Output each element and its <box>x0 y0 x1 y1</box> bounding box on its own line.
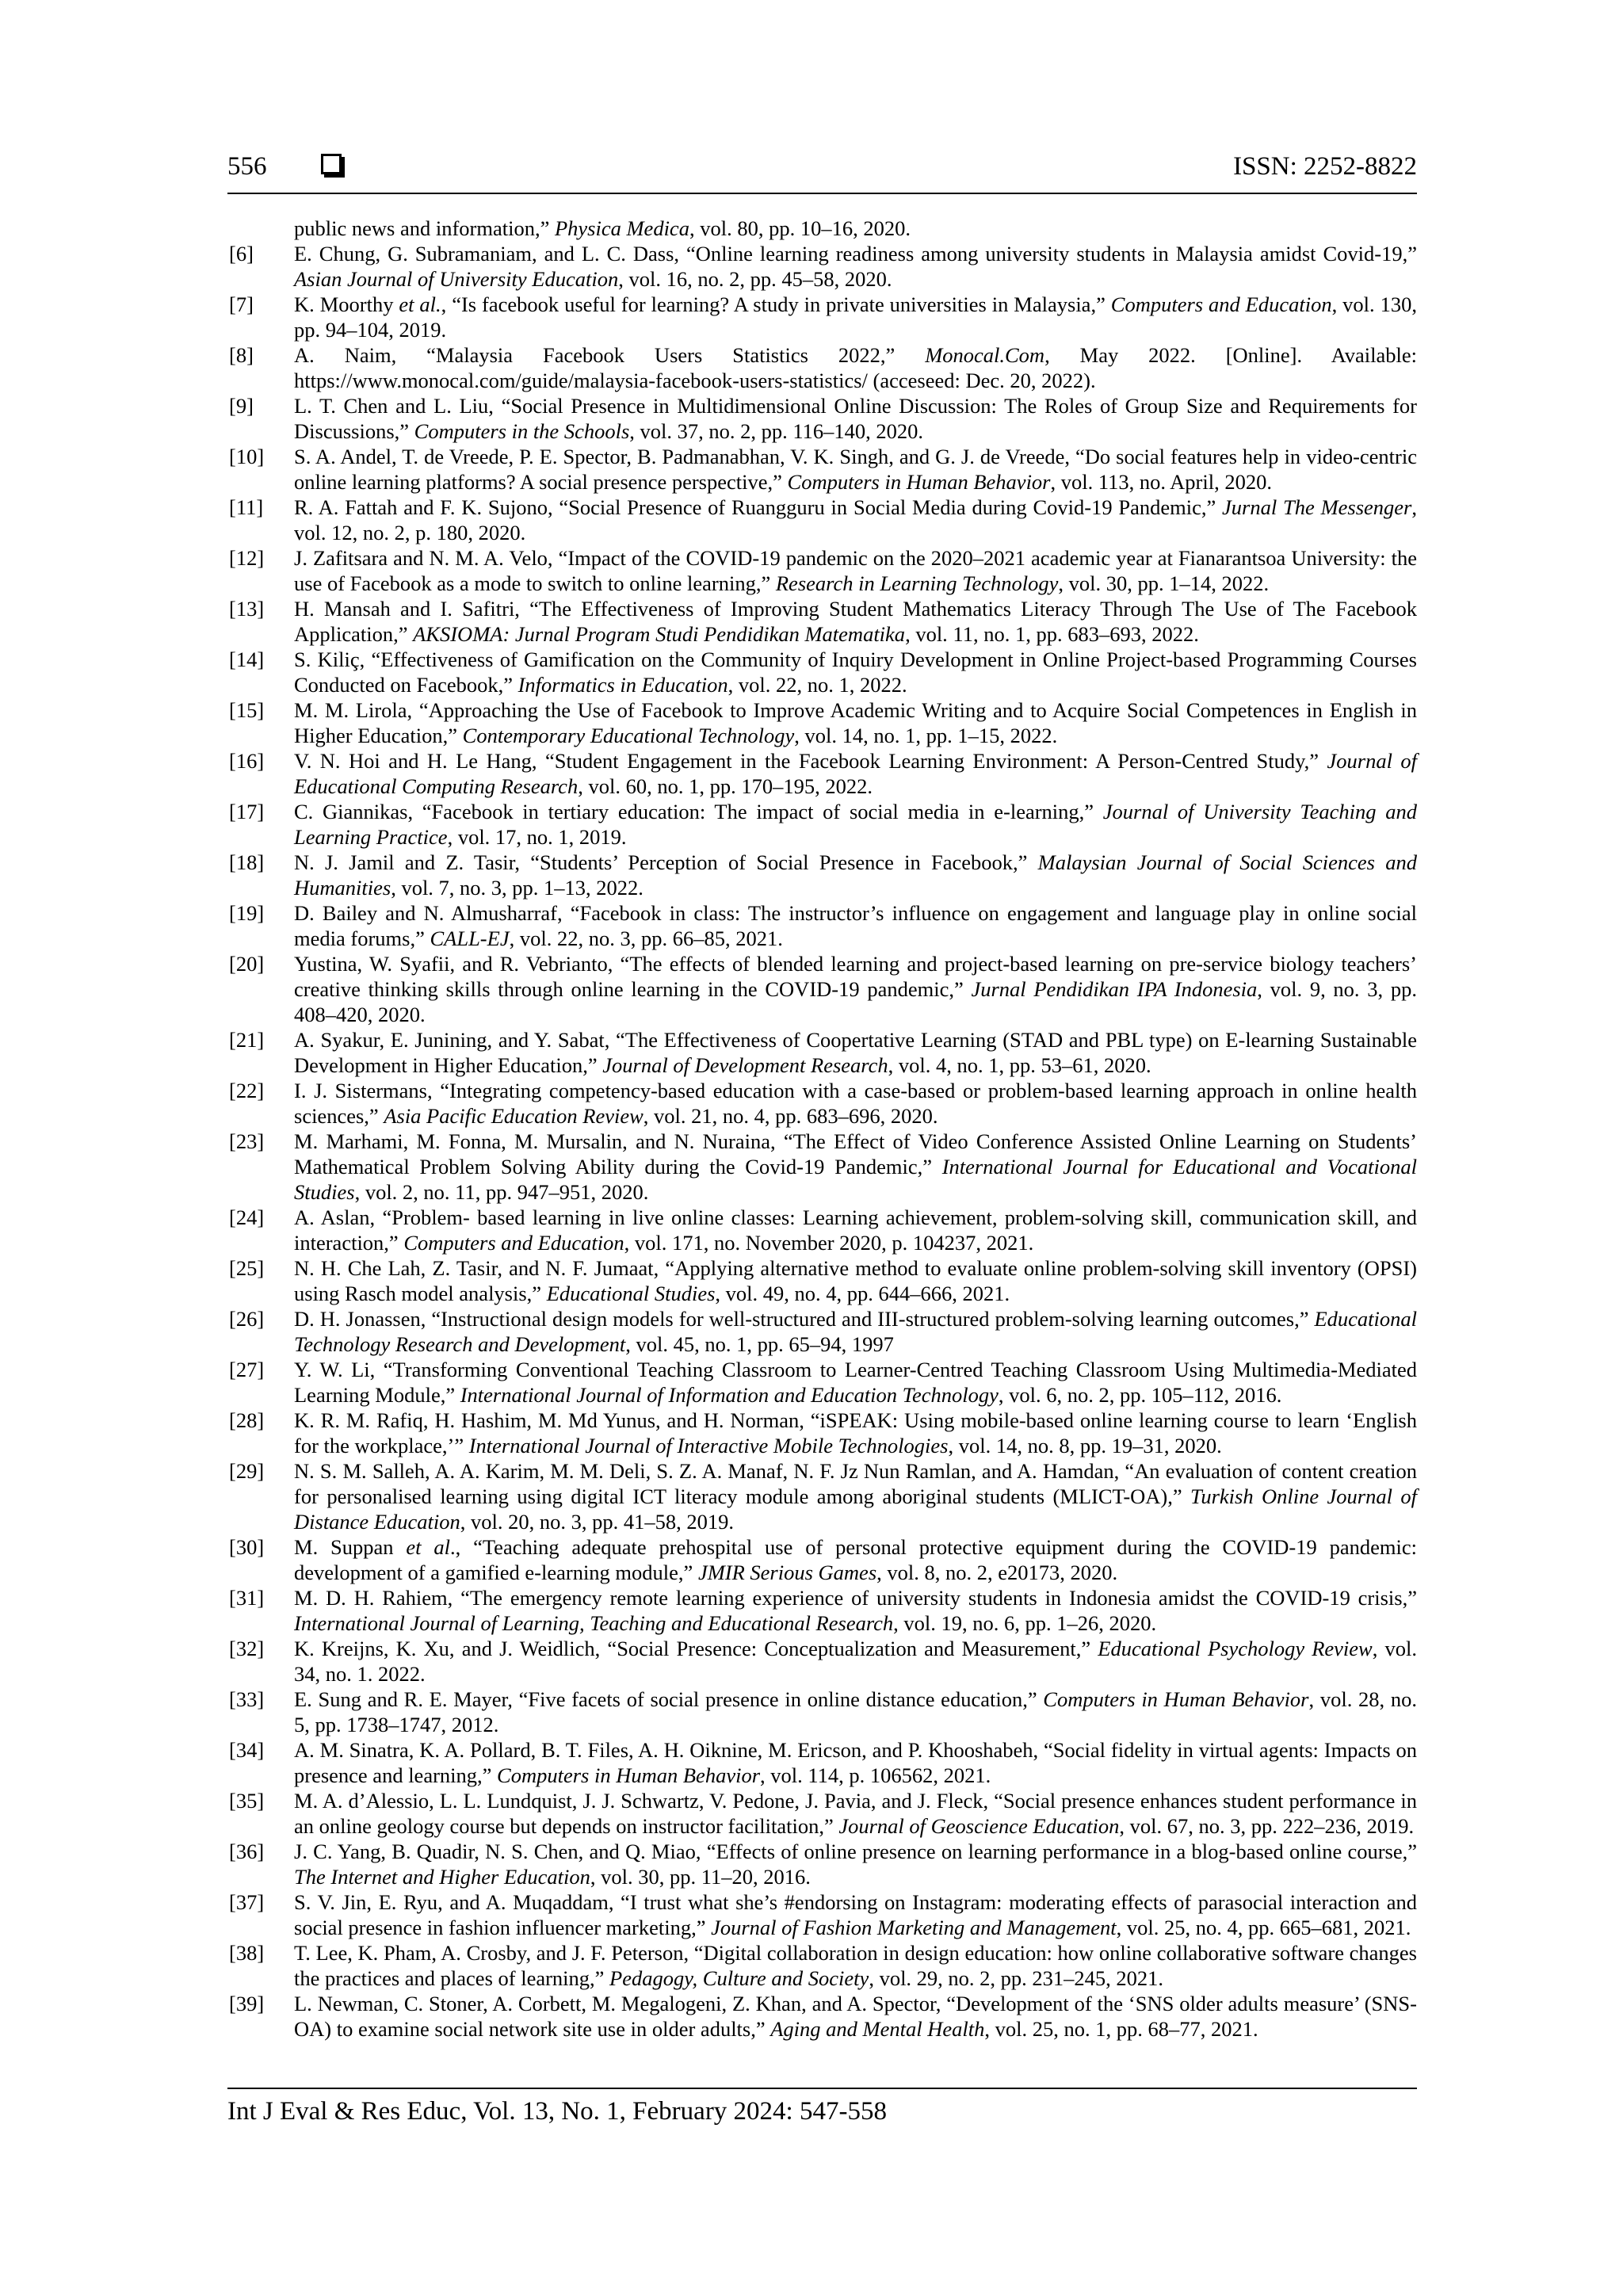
reference-number: [16] <box>229 749 265 773</box>
reference-text: V. N. Hoi and H. Le Hang, “Student Engagement in the Facebook Learning Environment: A Person-Centred Study,” Journal of Educational Computing Research, vol. 60, no. 1, pp. 170–195, 2022. <box>294 749 1417 798</box>
reference-text: K. R. M. Rafiq, H. Hashim, M. Md Yunus, and H. Norman, “iSPEAK: Using mobile-based online learning course to learn ‘English for the workplace,’” International Journal of Interactive Mobile Technologies, vol. 14, no. 8, pp. 19–31, 2020. <box>294 1408 1417 1457</box>
reference-text: D. H. Jonassen, “Instructional design models for well-structured and III-structured problem-solving learning outcomes,” Educational Technology Research and Development, vol. 45, no. 1, pp. 65–94, 1997 <box>294 1307 1417 1356</box>
issn-label: ISSN: 2252-8822 <box>1233 152 1417 181</box>
reference-item <box>227 241 1417 292</box>
reference-number: [32] <box>229 1637 265 1660</box>
reference-text: S. V. Jin, E. Ryu, and A. Muqaddam, “I trust what she’s #endorsing on Instagram: moderating effects of parasocial interaction and social presence in fashion influencer marketing,” Journal of Fashion Marketing and Management, vol. 25, no. 4, pp. 665–681, 2021. <box>294 1890 1417 1939</box>
reference-item <box>227 1737 1417 1788</box>
reference-item <box>227 951 1417 1027</box>
reference-number: [39] <box>229 1992 265 2015</box>
square-bullet-icon <box>321 154 342 174</box>
reference-number: [18] <box>229 850 265 874</box>
reference-item <box>227 1408 1417 1458</box>
reference-number: [12] <box>229 546 265 570</box>
reference-text: H. Mansah and I. Safitri, “The Effectiveness of Improving Student Mathematics Literacy Through The Use of The Facebook Application,” AKSIOMA: Jurnal Program Studi Pendidikan Matematika, vol. 11, no. 1, pp. 683–693, 2022. <box>294 597 1417 646</box>
reference-number: [29] <box>229 1459 265 1483</box>
reference-text: A. Naim, “Malaysia Facebook Users Statistics 2022,” Monocal.Com, May 2022. [Online]. Available: https://www.monocal.com/guide/malaysia-facebook-users-statistics/ (acceseed: Dec. 20, 2022). <box>294 343 1417 392</box>
reference-number: [7] <box>229 292 254 316</box>
page-header <box>227 152 1417 192</box>
reference-text: A. Syakur, E. Junining, and Y. Sabat, “The Effectiveness of Coopertative Learning (STAD and PBL type) on E-learning Sustainable Development in Higher Education,” Journal of Development Research, vol. 4, no. 1, pp. 53–61, 2020. <box>294 1028 1417 1077</box>
reference-text: M. Marhami, M. Fonna, M. Mursalin, and N. Nuraina, “The Effect of Video Conference Assisted Online Learning on Students’ Mathematical Problem Solving Ability during the Covid-19 Pandemic,” International Journal for Educational and Vocational Studies, vol. 2, no. 11, pp. 947–951, 2020. <box>294 1129 1417 1204</box>
footer-divider <box>227 2088 1417 2089</box>
reference-item <box>227 1205 1417 1255</box>
reference-text: D. Bailey and N. Almusharraf, “Facebook in class: The instructor’s influence on engagement and language play in online social media forums,” CALL-EJ, vol. 22, no. 3, pp. 66–85, 2021. <box>294 901 1417 950</box>
reference-number: [31] <box>229 1586 265 1610</box>
reference-number: [30] <box>229 1535 265 1559</box>
reference-number: [15] <box>229 698 265 722</box>
reference-item <box>227 850 1417 900</box>
reference-text: M. Suppan et al., “Teaching adequate prehospital use of personal protective equipment during the COVID-19 pandemic: development of a gamified e-learning module,” JMIR Serious Games, vol. 8, no. 2, e20173, 2020. <box>294 1535 1417 1584</box>
reference-item <box>227 545 1417 596</box>
reference-item <box>227 1839 1417 1889</box>
reference-item <box>227 596 1417 647</box>
reference-number: [19] <box>229 901 265 925</box>
reference-item <box>227 647 1417 697</box>
reference-text: I. J. Sistermans, “Integrating competency-based education with a case-based or problem-based learning approach in online health sciences,” Asia Pacific Education Review, vol. 21, no. 4, pp. 683–696, 2020. <box>294 1079 1417 1128</box>
reference-number: [35] <box>229 1789 265 1813</box>
reference-item <box>227 1129 1417 1205</box>
reference-number: [28] <box>229 1408 265 1432</box>
reference-text: A. M. Sinatra, K. A. Pollard, B. T. Files, A. H. Oiknine, M. Ericson, and P. Khooshabeh, “Social fidelity in virtual agents: Impacts on presence and learning,” Computers in Human Behavior, vol. 114, p. 106562, 2021. <box>294 1738 1417 1787</box>
reference-number: [25] <box>229 1256 265 1280</box>
reference-text: N. J. Jamil and Z. Tasir, “Students’ Perception of Social Presence in Facebook,” Malaysian Journal of Social Sciences and Humanities, vol. 7, no. 3, pp. 1–13, 2022. <box>294 850 1417 900</box>
reference-text: K. Kreijns, K. Xu, and J. Weidlich, “Social Presence: Conceptualization and Measurement,” Educational Psychology Review, vol. 34, no. 1. 2022. <box>294 1637 1417 1686</box>
reference-item <box>227 393 1417 444</box>
reference-text: S. Kiliç, “Effectiveness of Gamification on the Community of Inquiry Development in Online Project-based Programming Courses Conducted on Facebook,” Informatics in Education, vol. 22, no. 1, 2022. <box>294 648 1417 697</box>
reference-number: [23] <box>229 1129 265 1153</box>
header-divider <box>227 193 1417 194</box>
reference-text: E. Sung and R. E. Mayer, “Five facets of social presence in online distance education,” Computers in Human Behavior, vol. 28, no. 5, pp. 1738–1747, 2012. <box>294 1687 1417 1736</box>
page-number: 556 <box>227 152 267 181</box>
reference-number: [21] <box>229 1028 265 1052</box>
reference-number: [10] <box>229 445 265 468</box>
reference-number: [13] <box>229 597 265 621</box>
reference-text: R. A. Fattah and F. K. Sujono, “Social Presence of Ruangguru in Social Media during Covid-19 Pandemic,” Jurnal The Messenger, vol. 12, no. 2, p. 180, 2020. <box>294 495 1417 544</box>
reference-number: [27] <box>229 1358 265 1381</box>
reference-item <box>227 444 1417 495</box>
reference-item <box>227 1687 1417 1737</box>
reference-number: [14] <box>229 648 265 671</box>
reference-number: [6] <box>229 242 254 266</box>
reference-number: [34] <box>229 1738 265 1762</box>
reference-text: K. Moorthy et al., “Is facebook useful for learning? A study in private universities in Malaysia,” Computers and Education, vol. 130, pp. 94–104, 2019. <box>294 292 1417 342</box>
reference-item <box>227 697 1417 748</box>
reference-item <box>227 1078 1417 1129</box>
reference-item <box>227 1306 1417 1357</box>
reference-item <box>227 1357 1417 1408</box>
reference-list <box>227 216 1417 2042</box>
reference-text: T. Lee, K. Pham, A. Crosby, and J. F. Peterson, “Digital collaboration in design education: how online collaborative software changes the practices and places of learning,” Pedagogy, Culture and Society, vol. 29, no. 2, pp. 231–245, 2021. <box>294 1941 1417 1990</box>
reference-text: L. Newman, C. Stoner, A. Corbett, M. Megalogeni, Z. Khan, and A. Spector, “Development of the ‘SNS older adults measure’ (SNS-OA) to examine social network site use in older adults,” Aging and Mental Health, vol. 25, no. 1, pp. 68–77, 2021. <box>294 1992 1417 2041</box>
reference-number: [9] <box>229 394 254 418</box>
reference-item <box>227 495 1417 545</box>
reference-text: S. A. Andel, T. de Vreede, P. E. Spector, B. Padmanabhan, V. K. Singh, and G. J. de Vreede, “Do social features help in video-centric online learning platforms? A social presence perspective,” Computers in Human Behavior, vol. 113, no. April, 2020. <box>294 445 1417 494</box>
reference-item <box>227 1636 1417 1687</box>
reference-number: [38] <box>229 1941 265 1965</box>
reference-number: [17] <box>229 800 265 823</box>
reference-item <box>227 1991 1417 2042</box>
reference-number: [22] <box>229 1079 265 1102</box>
reference-item <box>227 1940 1417 1991</box>
reference-text: N. S. M. Salleh, A. A. Karim, M. M. Deli, S. Z. A. Manaf, N. F. Jz Nun Ramlan, and A. Hamdan, “An evaluation of content creation for personalised learning using digital ICT literacy module among aboriginal students (MLICT-OA),” Turkish Online Journal of Distance Education, vol. 20, no. 3, pp. 41–58, 2019. <box>294 1459 1418 1534</box>
reference-item <box>227 900 1417 951</box>
reference-item <box>227 1458 1417 1534</box>
reference-item <box>227 1027 1417 1078</box>
reference-text: L. T. Chen and L. Liu, “Social Presence in Multidimensional Online Discussion: The Roles of Group Size and Requirements for Discussions,” Computers in the Schools, vol. 37, no. 2, pp. 116–140, 2020. <box>294 394 1417 443</box>
reference-item <box>227 1889 1417 1940</box>
reference-text: J. Zafitsara and N. M. A. Velo, “Impact of the COVID-19 pandemic on the 2020–2021 academic year at Fianarantsoa University: the use of Facebook as a mode to switch to online learning,” Research in Learning Technology, vol. 30, pp. 1–14, 2022. <box>294 546 1417 595</box>
reference-number: [26] <box>229 1307 265 1331</box>
reference-item <box>227 342 1417 393</box>
reference-item <box>227 748 1417 799</box>
reference-item <box>227 1585 1417 1636</box>
reference-text: C. Giannikas, “Facebook in tertiary education: The impact of social media in e-learning,” Journal of University Teaching and Learning Practice, vol. 17, no. 1, 2019. <box>294 800 1417 849</box>
reference-continuation: public news and information,” Physica Medica, vol. 80, pp. 10–16, 2020. <box>294 216 911 240</box>
reference-number: [33] <box>229 1687 265 1711</box>
reference-text: A. Aslan, “Problem- based learning in live online classes: Learning achievement, problem-solving skill, communication skill, and interaction,” Computers and Education, vol. 171, no. November 2020, p. 104237, 2021. <box>294 1205 1417 1255</box>
reference-text: J. C. Yang, B. Quadir, N. S. Chen, and Q. Miao, “Effects of online presence on learning performance in a blog-based online course,” The Internet and Higher Education, vol. 30, pp. 11–20, 2016. <box>294 1839 1417 1889</box>
reference-text: Y. W. Li, “Transforming Conventional Teaching Classroom to Learner-Centred Teaching Classroom Using Multimedia-Mediated Learning Module,” International Journal of Information and Education Technology, vol. 6, no. 2, pp. 105–112, 2016. <box>294 1358 1417 1407</box>
reference-text: N. H. Che Lah, Z. Tasir, and N. F. Jumaat, “Applying alternative method to evaluate online problem-solving skill inventory (OPSI) using Rasch model analysis,” Educational Studies, vol. 49, no. 4, pp. 644–666, 2021. <box>294 1256 1417 1305</box>
reference-item <box>227 292 1417 342</box>
reference-text: E. Chung, G. Subramaniam, and L. C. Dass, “Online learning readiness among university students in Malaysia amidst Covid-19,” Asian Journal of University Education, vol. 16, no. 2, pp. 45–58, 2020. <box>294 242 1417 291</box>
reference-item <box>227 799 1417 850</box>
reference-number: [8] <box>229 343 254 367</box>
reference-text: M. D. H. Rahiem, “The emergency remote learning experience of university students in Indonesia amidst the COVID-19 crisis,” International Journal of Learning, Teaching and Educational Research, vol. 19, no. 6, pp. 1–26, 2020. <box>294 1586 1417 1635</box>
reference-number: [20] <box>229 952 265 976</box>
reference-text: M. M. Lirola, “Approaching the Use of Facebook to Improve Academic Writing and to Acquire Social Competences in English in Higher Education,” Contemporary Educational Technology, vol. 14, no. 1, pp. 1–15, 2022. <box>294 698 1417 747</box>
reference-item <box>227 1788 1417 1839</box>
reference-item <box>227 1534 1417 1585</box>
reference-number: [37] <box>229 1890 265 1914</box>
reference-text: M. A. d’Alessio, L. L. Lundquist, J. J. Schwartz, V. Pedone, J. Pavia, and J. Fleck, “Social presence enhances student performance in an online geology course but depends on instructor facilitation,” Journal of Geoscience Education, vol. 67, no. 3, pp. 222–236, 2019. <box>294 1789 1417 1838</box>
reference-text: Yustina, W. Syafii, and R. Vebrianto, “The effects of blended learning and project-based learning on pre-service biology teachers’ creative thinking skills through online learning in the COVID-19 pandemic,” Jurnal Pendidikan IPA Indonesia, vol. 9, no. 3, pp. 408–420, 2020. <box>294 952 1417 1026</box>
reference-number: [24] <box>229 1205 265 1229</box>
reference-item <box>227 1255 1417 1306</box>
reference-number: [11] <box>229 495 264 519</box>
reference-number: [36] <box>229 1839 265 1863</box>
footer-citation: Int J Eval & Res Educ, Vol. 13, No. 1, February 2024: 547-558 <box>227 2097 887 2126</box>
